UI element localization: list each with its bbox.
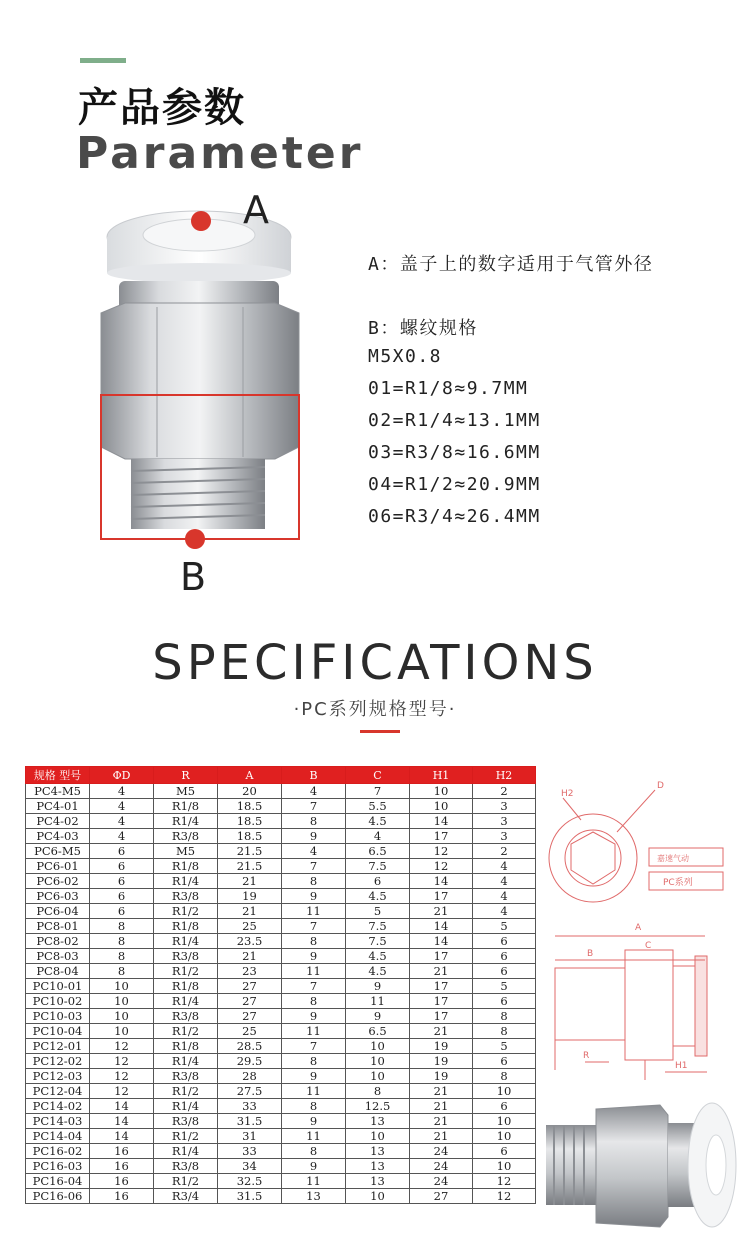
table-cell: 28	[218, 1069, 282, 1084]
table-cell: 7	[282, 919, 346, 934]
table-cell: R3/4	[154, 1189, 218, 1204]
table-cell: 11	[282, 904, 346, 919]
table-cell: 4	[90, 784, 154, 799]
table-cell: PC6-04	[26, 904, 90, 919]
table-cell: 11	[282, 1129, 346, 1144]
table-cell: 6	[473, 1099, 536, 1114]
table-cell: 4	[473, 889, 536, 904]
table-cell: R3/8	[154, 1069, 218, 1084]
table-cell: 13	[346, 1159, 410, 1174]
table-cell: 8	[90, 919, 154, 934]
table-cell: PC10-03	[26, 1009, 90, 1024]
table-cell: 10	[90, 1009, 154, 1024]
table-cell: 3	[473, 814, 536, 829]
table-cell: 12	[473, 1174, 536, 1189]
table-cell: 27	[218, 1009, 282, 1024]
table-row	[26, 1114, 536, 1129]
table-cell: PC4-03	[26, 829, 90, 844]
table-cell: R1/2	[154, 1024, 218, 1039]
table-cell: 12	[473, 1189, 536, 1204]
table-cell: 4.5	[346, 964, 410, 979]
table-cell: 14	[410, 934, 473, 949]
table-cell: 2	[473, 784, 536, 799]
table-row	[26, 1159, 536, 1174]
table-cell: 31.5	[218, 1189, 282, 1204]
table-cell: 13	[346, 1174, 410, 1189]
table-cell: 6	[473, 1144, 536, 1159]
table-cell: 19	[218, 889, 282, 904]
table-cell: R1/8	[154, 919, 218, 934]
table-cell: 5	[346, 904, 410, 919]
table-cell: 34	[218, 1159, 282, 1174]
table-cell: 7	[282, 979, 346, 994]
table-cell: 4.5	[346, 889, 410, 904]
table-cell: 4	[90, 814, 154, 829]
table-cell: 12	[410, 859, 473, 874]
table-cell: R1/8	[154, 979, 218, 994]
spec-table	[25, 766, 536, 1204]
desc-cap-note: A：盖子上的数字适用于气管外径	[368, 254, 654, 275]
table-cell: 10	[410, 784, 473, 799]
table-cell: 4	[473, 904, 536, 919]
table-cell: 7.5	[346, 859, 410, 874]
table-cell: 8	[90, 934, 154, 949]
table-cell: 21	[218, 949, 282, 964]
table-row	[26, 1039, 536, 1054]
table-header-cell: ΦD	[90, 767, 154, 784]
table-cell: M5	[154, 784, 218, 799]
table-cell: 8	[90, 964, 154, 979]
table-cell: 18.5	[218, 829, 282, 844]
table-cell: PC16-04	[26, 1174, 90, 1189]
table-row	[26, 1054, 536, 1069]
table-row	[26, 814, 536, 829]
table-row	[26, 829, 536, 844]
table-cell: 6	[90, 889, 154, 904]
table-cell: 8	[282, 994, 346, 1009]
table-row	[26, 1129, 536, 1144]
table-cell: R1/4	[154, 994, 218, 1009]
table-cell: 17	[410, 949, 473, 964]
table-cell: 7	[346, 784, 410, 799]
table-cell: 25	[218, 1024, 282, 1039]
table-cell: 9	[346, 979, 410, 994]
table-cell: 6	[90, 874, 154, 889]
table-header-cell: B	[282, 767, 346, 784]
dim-d-label: D	[657, 781, 664, 791]
table-cell: 10	[346, 1189, 410, 1204]
table-cell: PC6-02	[26, 874, 90, 889]
table-cell: 8	[282, 1099, 346, 1114]
table-cell: 7.5	[346, 934, 410, 949]
table-cell: R1/4	[154, 1144, 218, 1159]
table-cell: 16	[90, 1159, 154, 1174]
table-cell: 3	[473, 799, 536, 814]
table-cell: 8	[473, 1024, 536, 1039]
fitting-side-photo	[540, 1095, 740, 1235]
table-cell: 6	[473, 934, 536, 949]
table-cell: PC16-03	[26, 1159, 90, 1174]
table-cell: 10	[346, 1069, 410, 1084]
table-cell: 12	[410, 844, 473, 859]
table-cell: PC12-03	[26, 1069, 90, 1084]
table-cell: 7.5	[346, 919, 410, 934]
table-cell: 6	[473, 994, 536, 1009]
table-row	[26, 904, 536, 919]
table-row	[26, 1144, 536, 1159]
table-cell: 11	[282, 964, 346, 979]
table-cell: 4	[346, 829, 410, 844]
table-cell: 21	[410, 1114, 473, 1129]
table-cell: R1/2	[154, 1084, 218, 1099]
table-row	[26, 844, 536, 859]
table-cell: PC6-01	[26, 859, 90, 874]
table-cell: 8	[282, 1054, 346, 1069]
table-cell: 5	[473, 919, 536, 934]
table-cell: 4.5	[346, 949, 410, 964]
table-cell: 4	[90, 799, 154, 814]
table-cell: R3/8	[154, 1159, 218, 1174]
table-cell: 11	[282, 1174, 346, 1189]
table-cell: PC10-02	[26, 994, 90, 1009]
table-cell: PC12-02	[26, 1054, 90, 1069]
table-header-cell: H2	[473, 767, 536, 784]
table-cell: R3/8	[154, 829, 218, 844]
table-cell: 13	[282, 1189, 346, 1204]
fitting-photo	[95, 185, 315, 605]
table-cell: 17	[410, 1009, 473, 1024]
table-cell: 8	[473, 1009, 536, 1024]
thread-spec: 03=R3/8≈16.6MM	[368, 442, 541, 463]
dim-a-label: A	[635, 923, 642, 933]
table-cell: 16	[90, 1174, 154, 1189]
table-cell: 21	[410, 964, 473, 979]
dim-r-label: R	[583, 1051, 590, 1061]
table-row	[26, 979, 536, 994]
table-cell: 21	[410, 1084, 473, 1099]
specifications-title: SPECIFICATIONS	[152, 635, 598, 691]
table-cell: 6	[346, 874, 410, 889]
table-cell: 20	[218, 784, 282, 799]
table-cell: PC14-03	[26, 1114, 90, 1129]
table-cell: 12	[90, 1039, 154, 1054]
table-cell: 6	[90, 859, 154, 874]
table-cell: 10	[346, 1039, 410, 1054]
thread-spec: 06=R3/4≈26.4MM	[368, 506, 541, 527]
table-cell: 21	[218, 904, 282, 919]
table-header-row	[26, 767, 536, 784]
table-cell: PC4-02	[26, 814, 90, 829]
table-row	[26, 1069, 536, 1084]
table-cell: 8	[282, 874, 346, 889]
thread-spec: 02=R1/4≈13.1MM	[368, 410, 541, 431]
table-cell: PC8-02	[26, 934, 90, 949]
table-cell: PC10-04	[26, 1024, 90, 1039]
table-cell: 17	[410, 994, 473, 1009]
table-cell: 19	[410, 1039, 473, 1054]
table-cell: PC14-02	[26, 1099, 90, 1114]
table-cell: R1/4	[154, 874, 218, 889]
table-cell: 7	[282, 1039, 346, 1054]
table-cell: 5	[473, 1039, 536, 1054]
table-cell: 6	[473, 964, 536, 979]
table-cell: 6.5	[346, 844, 410, 859]
table-cell: PC4-M5	[26, 784, 90, 799]
dim-h1-label: H1	[675, 1061, 688, 1071]
table-cell: R1/2	[154, 1129, 218, 1144]
table-cell: 27.5	[218, 1084, 282, 1099]
table-cell: 9	[346, 1009, 410, 1024]
thread-spec: 04=R1/2≈20.9MM	[368, 474, 541, 495]
table-cell: 8	[473, 1069, 536, 1084]
marker-b-dot	[185, 529, 205, 549]
table-cell: 6	[473, 1054, 536, 1069]
specifications-subtitle: ·PC系列规格型号·	[293, 699, 457, 720]
table-cell: R3/8	[154, 949, 218, 964]
table-cell: 10	[473, 1084, 536, 1099]
table-cell: R1/4	[154, 814, 218, 829]
table-cell: 14	[90, 1129, 154, 1144]
table-cell: 9	[282, 829, 346, 844]
table-cell: 27	[218, 994, 282, 1009]
table-cell: 9	[282, 1009, 346, 1024]
table-row	[26, 1024, 536, 1039]
table-cell: 4	[473, 874, 536, 889]
accent-bar	[80, 58, 126, 63]
table-header-cell: 规格 型号	[26, 767, 90, 784]
table-header-cell: R	[154, 767, 218, 784]
table-cell: 9	[282, 949, 346, 964]
table-cell: PC16-06	[26, 1189, 90, 1204]
dim-b-label: B	[587, 949, 594, 959]
thread-spec: 01=R1/8≈9.7MM	[368, 378, 529, 399]
table-cell: 12	[90, 1054, 154, 1069]
table-cell: 23.5	[218, 934, 282, 949]
table-cell: R1/8	[154, 799, 218, 814]
table-cell: 21	[410, 1129, 473, 1144]
table-row	[26, 1084, 536, 1099]
table-cell: PC8-01	[26, 919, 90, 934]
table-cell: 4	[90, 829, 154, 844]
table-cell: PC16-02	[26, 1144, 90, 1159]
table-cell: PC6-M5	[26, 844, 90, 859]
table-cell: 9	[282, 889, 346, 904]
table-cell: 21	[410, 1024, 473, 1039]
dim-h2-label: H2	[561, 789, 574, 799]
table-cell: PC8-03	[26, 949, 90, 964]
table-cell: R1/2	[154, 1174, 218, 1189]
table-cell: 6	[90, 844, 154, 859]
table-cell: PC12-01	[26, 1039, 90, 1054]
table-cell: 10	[90, 1024, 154, 1039]
marker-a-dot	[191, 211, 211, 231]
table-cell: 19	[410, 1054, 473, 1069]
table-cell: 16	[90, 1144, 154, 1159]
table-cell: 12	[90, 1084, 154, 1099]
table-cell: 33	[218, 1144, 282, 1159]
table-cell: 28.5	[218, 1039, 282, 1054]
table-cell: 29.5	[218, 1054, 282, 1069]
table-cell: PC4-01	[26, 799, 90, 814]
table-row	[26, 1009, 536, 1024]
table-cell: 5	[473, 979, 536, 994]
table-cell: 8	[282, 934, 346, 949]
table-cell: 16	[90, 1189, 154, 1204]
table-row	[26, 934, 536, 949]
table-cell: 17	[410, 889, 473, 904]
table-cell: R1/4	[154, 934, 218, 949]
table-cell: 18.5	[218, 799, 282, 814]
label-b: B	[180, 555, 207, 599]
table-cell: 4	[473, 859, 536, 874]
table-cell: 13	[346, 1114, 410, 1129]
table-cell: 14	[410, 874, 473, 889]
table-cell: 31.5	[218, 1114, 282, 1129]
red-divider	[360, 730, 400, 733]
table-cell: 14	[410, 919, 473, 934]
table-cell: 14	[90, 1114, 154, 1129]
table-cell: 21.5	[218, 859, 282, 874]
table-row	[26, 964, 536, 979]
table-header-cell: H1	[410, 767, 473, 784]
table-header-cell: A	[218, 767, 282, 784]
table-cell: 21	[218, 874, 282, 889]
table-row	[26, 859, 536, 874]
table-cell: 10	[410, 799, 473, 814]
table-cell: 10	[473, 1129, 536, 1144]
table-cell: 33	[218, 1099, 282, 1114]
label-a: A	[243, 188, 269, 232]
dim-c-label: C	[645, 941, 652, 951]
table-cell: 9	[282, 1114, 346, 1129]
table-row	[26, 1099, 536, 1114]
table-cell: 3	[473, 829, 536, 844]
table-cell: 25	[218, 919, 282, 934]
table-cell: 21	[410, 904, 473, 919]
table-cell: 10	[473, 1159, 536, 1174]
table-cell: 10	[90, 979, 154, 994]
table-cell: R1/8	[154, 1039, 218, 1054]
table-cell: R3/8	[154, 889, 218, 904]
table-cell: PC10-01	[26, 979, 90, 994]
table-cell: R1/4	[154, 1054, 218, 1069]
table-row	[26, 784, 536, 799]
table-row	[26, 1174, 536, 1189]
table-row	[26, 874, 536, 889]
table-cell: PC14-04	[26, 1129, 90, 1144]
table-row	[26, 799, 536, 814]
table-cell: 9	[282, 1159, 346, 1174]
table-row	[26, 994, 536, 1009]
table-cell: M5	[154, 844, 218, 859]
table-cell: 10	[346, 1129, 410, 1144]
table-cell: 13	[346, 1144, 410, 1159]
dimension-diagram	[545, 770, 750, 1090]
table-cell: 24	[410, 1174, 473, 1189]
table-cell: R1/2	[154, 964, 218, 979]
table-cell: 8	[346, 1084, 410, 1099]
table-cell: 6.5	[346, 1024, 410, 1039]
table-cell: 14	[410, 814, 473, 829]
table-cell: 8	[282, 1144, 346, 1159]
table-cell: 14	[90, 1099, 154, 1114]
table-cell: R1/4	[154, 1099, 218, 1114]
table-row	[26, 889, 536, 904]
table-cell: 11	[346, 994, 410, 1009]
table-cell: 7	[282, 799, 346, 814]
table-cell: 31	[218, 1129, 282, 1144]
table-cell: 7	[282, 859, 346, 874]
table-cell: PC6-03	[26, 889, 90, 904]
table-cell: 24	[410, 1144, 473, 1159]
table-cell: 6	[473, 949, 536, 964]
table-cell: 11	[282, 1084, 346, 1099]
table-cell: 4	[282, 844, 346, 859]
table-cell: 10	[346, 1054, 410, 1069]
table-header-cell: C	[346, 767, 410, 784]
page-title-cn: 产品参数	[78, 85, 246, 131]
brand-box-label: 嘉速气动	[657, 854, 689, 863]
table-cell: 4.5	[346, 814, 410, 829]
table-row	[26, 1189, 536, 1204]
table-cell: 4	[282, 784, 346, 799]
table-cell: 9	[282, 1069, 346, 1084]
table-cell: 6	[90, 904, 154, 919]
desc-thread-heading: B：螺纹规格	[368, 318, 478, 339]
table-cell: R1/2	[154, 904, 218, 919]
table-cell: 8	[90, 949, 154, 964]
series-box-label: PC系列	[663, 878, 693, 888]
table-cell: 10	[473, 1114, 536, 1129]
table-cell: 24	[410, 1159, 473, 1174]
table-cell: R3/8	[154, 1114, 218, 1129]
table-cell: 32.5	[218, 1174, 282, 1189]
table-cell: 21.5	[218, 844, 282, 859]
table-cell: 27	[218, 979, 282, 994]
table-cell: 2	[473, 844, 536, 859]
table-cell: R1/8	[154, 859, 218, 874]
table-cell: 5.5	[346, 799, 410, 814]
table-cell: PC8-04	[26, 964, 90, 979]
table-row	[26, 949, 536, 964]
table-cell: 10	[90, 994, 154, 1009]
table-cell: 12	[90, 1069, 154, 1084]
table-cell: 11	[282, 1024, 346, 1039]
table-cell: 27	[410, 1189, 473, 1204]
table-cell: 21	[410, 1099, 473, 1114]
table-cell: R3/8	[154, 1009, 218, 1024]
table-cell: 8	[282, 814, 346, 829]
table-cell: 23	[218, 964, 282, 979]
table-row	[26, 919, 536, 934]
table-cell: 17	[410, 829, 473, 844]
page-title-en: Parameter	[76, 128, 364, 179]
table-cell: 12.5	[346, 1099, 410, 1114]
table-cell: PC12-04	[26, 1084, 90, 1099]
table-body	[26, 784, 536, 1204]
thread-spec: M5X0.8	[368, 346, 443, 367]
table-cell: 17	[410, 979, 473, 994]
table-cell: 19	[410, 1069, 473, 1084]
table-cell: 18.5	[218, 814, 282, 829]
